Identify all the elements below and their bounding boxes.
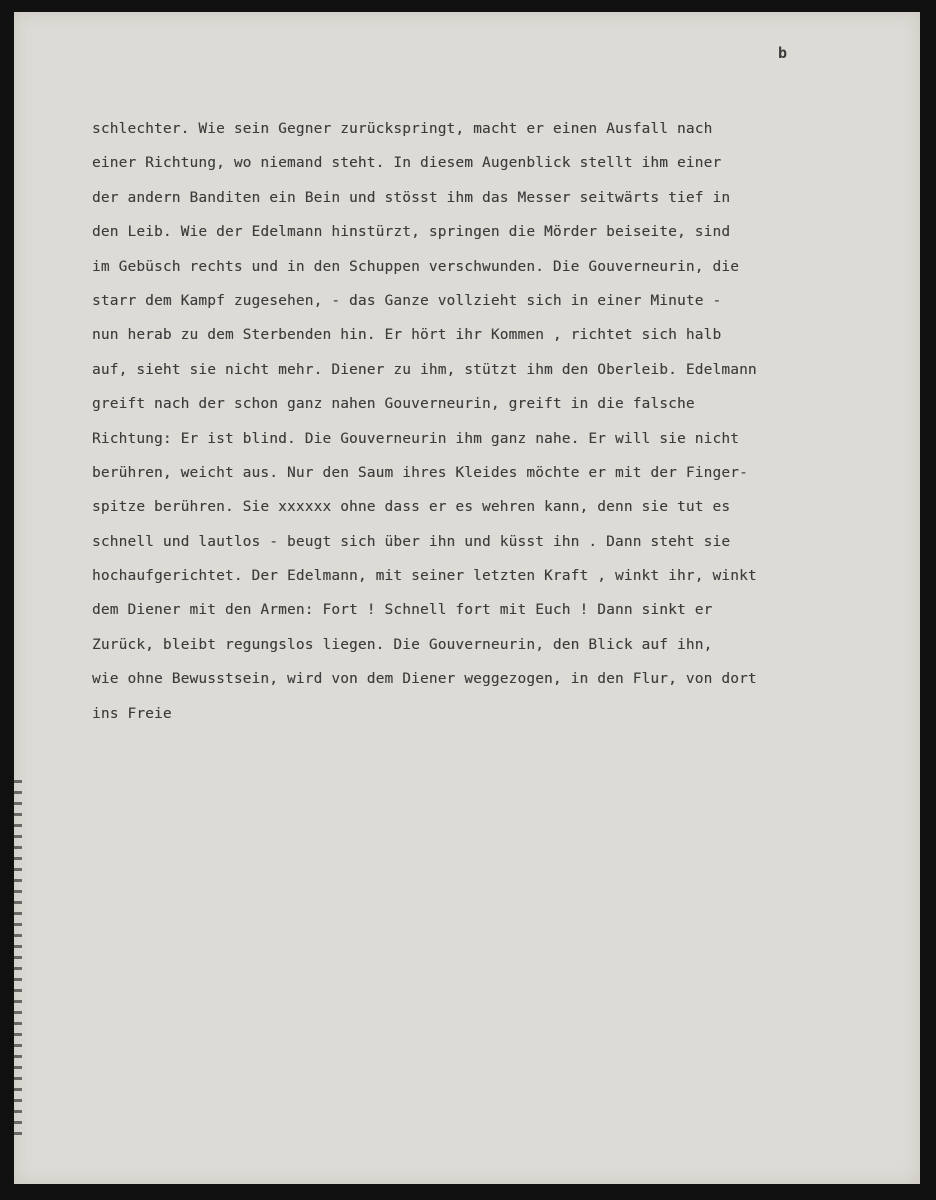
- text-line: starr dem Kampf zugesehen, - das Ganze vollzieht sich in einer Minute -: [92, 292, 722, 309]
- text-line: berühren, weicht aus. Nur den Saum ihres Kleides möchte er mit der Finger-: [92, 464, 748, 481]
- text-line: im Gebüsch rechts und in den Schuppen verschwunden. Die Gouverneurin, die: [92, 258, 740, 275]
- text-line: hochaufgerichtet. Der Edelmann, mit seiner letzten Kraft , winkt ihr, winkt: [92, 568, 757, 585]
- text-line: dem Diener mit den Armen: Fort ! Schnell fort mit Euch ! Dann sinkt er: [92, 602, 713, 619]
- text-line: greift nach der schon ganz nahen Gouverneurin, greift in die falsche: [92, 396, 695, 413]
- text-line: wie ohne Bewusstsein, wird von dem Diener weggezogen, in den Flur, von dort: [92, 671, 757, 688]
- text-line: ins Freie: [92, 705, 172, 722]
- text-line: einer Richtung, wo niemand steht. In diesem Augenblick stellt ihm einer: [92, 155, 722, 172]
- text-line: Zurück, bleibt regungslos liegen. Die Gouverneurin, den Blick auf ihn,: [92, 636, 713, 653]
- text-line: schnell und lautlos - beugt sich über ihn und küsst ihn . Dann steht sie: [92, 533, 731, 550]
- typed-text-block: [92, 112, 892, 731]
- text-line: nun herab zu dem Sterbenden hin. Er hört ihr Kommen , richtet sich halb: [92, 327, 722, 344]
- text-line: auf, sieht sie nicht mehr. Diener zu ihm, stützt ihm den Oberleib. Edelmann: [92, 361, 757, 378]
- text-line: spitze berühren. Sie xxxxxx ohne dass er es wehren kann, denn sie tut es: [92, 499, 731, 516]
- text-line: schlechter. Wie sein Gegner zurückspringt, macht er einen Ausfall nach: [92, 121, 713, 137]
- text-line: der andern Banditen ein Bein und stösst ihm das Messer seitwärts tief in: [92, 189, 731, 206]
- text-line: den Leib. Wie der Edelmann hinstürzt, springen die Mörder beiseite, sind: [92, 224, 731, 241]
- text-line: Richtung: Er ist blind. Die Gouverneurin ihm ganz nahe. Er will sie nicht: [92, 430, 740, 447]
- page-edge-wear: [14, 780, 22, 1140]
- page-number: b: [778, 44, 788, 62]
